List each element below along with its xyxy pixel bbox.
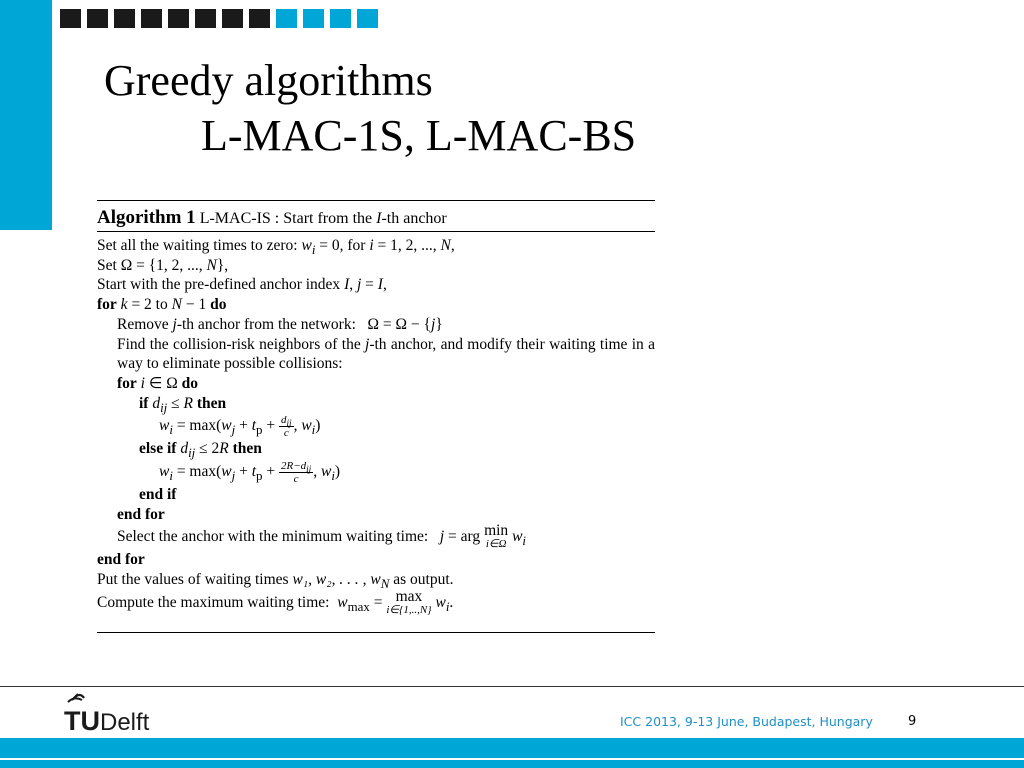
algorithm-label: Algorithm 1 bbox=[97, 207, 196, 228]
algorithm-caption-end: -th anchor bbox=[381, 210, 447, 227]
algo-math: d bbox=[180, 440, 189, 458]
algo-math: k bbox=[120, 296, 128, 314]
algo-text: Find the collision-risk neighbors of the bbox=[117, 335, 361, 353]
algo-math: w bbox=[320, 463, 332, 481]
algo-math: d bbox=[280, 414, 287, 427]
algo-line-12 bbox=[97, 485, 655, 505]
algo-math: = 0, for bbox=[315, 237, 370, 254]
header-square-dark bbox=[87, 9, 108, 28]
algo-text: as output. bbox=[393, 571, 454, 589]
algo-math-sub: i bbox=[445, 598, 450, 614]
algorithm-box bbox=[97, 200, 655, 616]
algo-math: ) bbox=[334, 463, 341, 481]
algo-line-1 bbox=[97, 236, 655, 256]
algo-math-sub: N bbox=[380, 576, 390, 592]
algo-text: -th anchor, and modify their waiting time in a way to eliminate possible collisions: bbox=[117, 335, 655, 373]
algo-math: = max( bbox=[172, 463, 222, 481]
algo-math: Ω = Ω − { bbox=[367, 315, 431, 333]
algo-line-2 bbox=[97, 256, 655, 276]
algo-math: ≤ 2 bbox=[195, 440, 220, 458]
algo-math-sub: i∈{1,..,N} bbox=[386, 603, 432, 616]
algo-line-8 bbox=[97, 394, 655, 414]
algo-math-sub: i bbox=[311, 422, 316, 438]
header-square-dark bbox=[141, 9, 162, 28]
algo-math-sub: i bbox=[169, 468, 173, 484]
algo-math: . bbox=[449, 593, 454, 611]
algo-math-sub: j bbox=[231, 468, 236, 484]
algo-math-sub: i∈Ω bbox=[485, 538, 507, 551]
algo-math: + bbox=[235, 417, 252, 435]
algo-math: I bbox=[344, 276, 350, 294]
algo-keyword: for bbox=[97, 296, 117, 314]
algo-math-sub: ij bbox=[160, 399, 168, 415]
algo-math-sub: i bbox=[311, 242, 316, 258]
header-square-dark bbox=[60, 9, 81, 28]
algo-math-sub: ij bbox=[306, 464, 312, 475]
algo-text: Put the values of waiting times bbox=[97, 571, 289, 589]
algo-math: t bbox=[251, 463, 257, 481]
algo-math: I bbox=[377, 276, 383, 294]
algo-fraction bbox=[279, 414, 294, 439]
algo-math: j bbox=[431, 315, 436, 333]
algo-math-sub: i bbox=[169, 422, 173, 438]
algo-keyword: do bbox=[181, 374, 199, 392]
algo-line-10 bbox=[97, 439, 655, 459]
algo-math: w bbox=[512, 528, 523, 546]
algo-line-14 bbox=[97, 524, 655, 550]
algo-math: = bbox=[361, 276, 378, 294]
algo-line-3 bbox=[97, 275, 655, 295]
algo-max bbox=[386, 587, 432, 616]
algo-text: Remove bbox=[117, 315, 169, 333]
algo-math: w bbox=[159, 417, 170, 435]
algo-text: -th anchor from the network: bbox=[176, 315, 356, 333]
header-square-blue bbox=[357, 9, 378, 28]
header-square-dark bbox=[222, 9, 243, 28]
algo-math: , bbox=[313, 463, 321, 481]
algo-text: Select the anchor with the minimum waiting time: bbox=[117, 528, 429, 546]
algo-math: Ω = {1, 2, ..., bbox=[120, 256, 207, 274]
algo-math: = max( bbox=[172, 417, 222, 435]
header-square-dark bbox=[195, 9, 216, 28]
bottom-accent-bar bbox=[0, 738, 1024, 768]
slide-subtitle: L-MAC-1S, L-MAC-BS bbox=[201, 111, 637, 160]
algo-math: + bbox=[235, 463, 252, 481]
algo-math: j bbox=[172, 315, 177, 333]
algo-math: ∈ Ω bbox=[144, 374, 182, 392]
algo-math: j bbox=[365, 335, 370, 353]
algo-math: i bbox=[140, 374, 145, 392]
algorithm-bottom-rule bbox=[97, 632, 655, 633]
algo-line-6 bbox=[97, 335, 655, 374]
algo-math: R bbox=[219, 440, 229, 458]
algo-text: Set bbox=[97, 256, 117, 274]
algo-math: , bbox=[450, 237, 455, 254]
algo-math: max bbox=[395, 587, 423, 605]
algo-math: i bbox=[369, 237, 374, 254]
algo-fraction bbox=[279, 460, 313, 485]
algo-line-4 bbox=[97, 295, 655, 315]
algo-math: R bbox=[183, 394, 193, 412]
footer-conference: ICC 2013, 9-13 June, Budapest, Hungary bbox=[620, 714, 873, 729]
algo-math: w bbox=[301, 237, 312, 254]
algo-math: w bbox=[301, 417, 312, 435]
algo-math: w bbox=[337, 593, 348, 611]
algo-keyword: end for bbox=[117, 505, 165, 523]
algo-math: = bbox=[369, 593, 387, 611]
algo-math: c bbox=[283, 427, 289, 440]
algo-math: , bbox=[293, 417, 302, 435]
algo-math-sub: ij bbox=[286, 418, 292, 429]
algo-math: + bbox=[262, 463, 279, 481]
algo-text: Compute the maximum waiting time: bbox=[97, 593, 330, 611]
algo-math: t bbox=[251, 417, 257, 435]
logo-delft: Delft bbox=[100, 709, 150, 734]
algo-math-sub: p bbox=[256, 422, 263, 438]
algo-text: Start with the pre-defined anchor index bbox=[97, 276, 341, 294]
algo-math: ) bbox=[315, 417, 321, 435]
algo-math: − 1 bbox=[181, 296, 211, 314]
bottom-stripe bbox=[0, 758, 1024, 760]
algo-line-11 bbox=[97, 459, 655, 485]
algo-line-7 bbox=[97, 374, 655, 394]
algo-line-15 bbox=[97, 550, 655, 570]
algo-math: }, bbox=[216, 256, 229, 274]
algo-keyword: do bbox=[210, 296, 227, 314]
header-square-blue bbox=[330, 9, 351, 28]
algo-math: ≤ bbox=[167, 394, 184, 412]
algo-math: j bbox=[356, 276, 362, 294]
algorithm-caption bbox=[97, 201, 655, 231]
algo-line-5 bbox=[97, 315, 655, 335]
logo-tu: TU bbox=[64, 706, 100, 734]
algo-math-sub: j bbox=[231, 422, 236, 438]
algo-math: w bbox=[435, 593, 446, 611]
header-square-blue bbox=[276, 9, 297, 28]
algo-math: w bbox=[221, 463, 232, 481]
header-squares bbox=[60, 9, 378, 28]
algo-math-sub: ij bbox=[188, 445, 196, 461]
algo-math-sub: max bbox=[347, 598, 370, 614]
algorithm-caption-var: I bbox=[376, 210, 382, 227]
algo-math: } bbox=[435, 315, 443, 333]
algo-math: w₁, w₂, . . . , w bbox=[292, 571, 381, 589]
algo-math-sub: p bbox=[256, 468, 263, 484]
algo-math: w bbox=[221, 417, 232, 435]
algorithm-body bbox=[97, 232, 655, 616]
header-square-blue bbox=[303, 9, 324, 28]
algo-math: = arg bbox=[444, 528, 485, 546]
algo-math: = 2 to bbox=[127, 296, 172, 314]
algo-math: j bbox=[439, 528, 445, 546]
algo-math: N bbox=[171, 296, 182, 314]
slide-title: Greedy algorithms bbox=[104, 56, 433, 105]
algo-math: w bbox=[159, 463, 170, 481]
algo-math: , bbox=[349, 276, 357, 294]
header-square-dark bbox=[249, 9, 270, 28]
algo-math: d bbox=[152, 394, 161, 412]
algo-math: N bbox=[440, 237, 451, 254]
algo-text: Set all the waiting times to zero: bbox=[97, 237, 298, 254]
algo-keyword: end if bbox=[139, 486, 177, 504]
algo-line-16 bbox=[97, 570, 655, 590]
tu-delft-logo bbox=[64, 692, 174, 734]
algorithm-caption-text: : Start from the bbox=[274, 210, 373, 227]
algo-math: c bbox=[293, 472, 299, 485]
algo-keyword: else if bbox=[139, 440, 177, 458]
left-accent-bar bbox=[0, 0, 52, 230]
algorithm-name: L-MAC-IS bbox=[199, 210, 271, 227]
algo-line-13 bbox=[97, 505, 655, 525]
algo-math: , bbox=[382, 276, 387, 294]
algo-math: min bbox=[484, 522, 509, 540]
algo-math: 2R−d bbox=[280, 459, 307, 472]
algo-keyword: then bbox=[196, 394, 227, 412]
footer-divider bbox=[0, 686, 1024, 687]
algo-math: = 1, 2, ..., bbox=[373, 237, 441, 254]
header-square-dark bbox=[114, 9, 135, 28]
algo-keyword: if bbox=[139, 394, 149, 412]
algo-argmin bbox=[484, 524, 508, 550]
algo-math: + bbox=[262, 417, 279, 435]
algo-math-sub: i bbox=[331, 468, 335, 484]
algo-keyword: then bbox=[232, 440, 262, 458]
header-square-dark bbox=[168, 9, 189, 28]
algo-keyword: for bbox=[117, 374, 137, 392]
algo-math: N bbox=[206, 256, 217, 274]
algo-math-sub: i bbox=[522, 533, 526, 549]
algo-line-9 bbox=[97, 413, 655, 439]
page-number: 9 bbox=[908, 714, 917, 729]
algo-line-17 bbox=[97, 587, 655, 616]
algo-keyword: end for bbox=[97, 551, 145, 569]
